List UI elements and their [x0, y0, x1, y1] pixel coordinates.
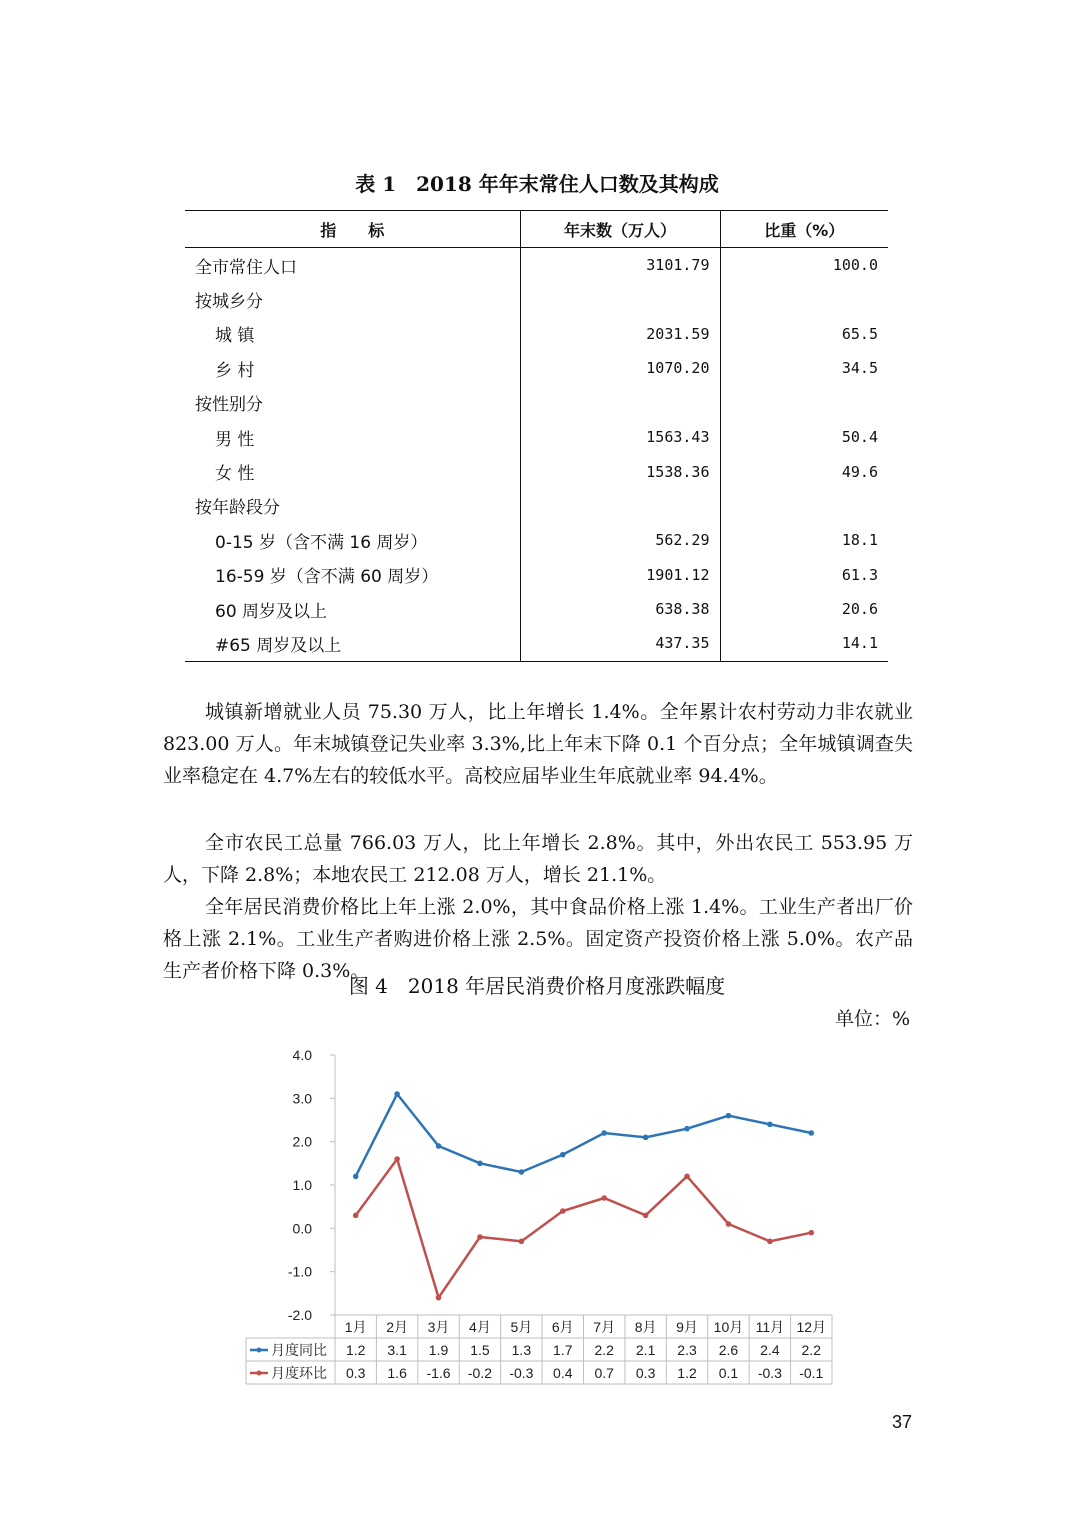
data-point — [601, 1130, 607, 1136]
row-label: #65 周岁及以上 — [185, 626, 520, 661]
table-row — [185, 248, 888, 283]
row-value: 3101.79 — [520, 248, 720, 283]
data-label: 2.4 — [760, 1342, 780, 1358]
data-label: 1.2 — [677, 1365, 697, 1381]
y-tick-label: -1.0 — [287, 1263, 312, 1280]
row-share: 50.4 — [720, 420, 888, 454]
table-row — [185, 282, 888, 316]
row-label: 男 性 — [215, 429, 255, 450]
x-tick-label: 3月 — [427, 1319, 450, 1335]
figure-unit: 单位：% — [834, 1008, 910, 1030]
data-point — [436, 1295, 442, 1301]
row-label: 按年龄段分 — [195, 498, 280, 519]
data-label: 1.9 — [428, 1342, 449, 1358]
data-label: 2.2 — [594, 1342, 614, 1358]
y-tick-label: -2.0 — [287, 1307, 312, 1323]
row-label: 城 镇 — [215, 326, 255, 347]
y-tick-label: 0.0 — [292, 1220, 312, 1237]
data-point — [767, 1239, 773, 1245]
data-point — [808, 1230, 814, 1236]
legend-marker — [257, 1348, 262, 1353]
data-point — [601, 1195, 607, 1201]
data-label: 0.4 — [553, 1365, 573, 1381]
table-row — [185, 523, 888, 557]
y-tick-label: 4.0 — [292, 1047, 312, 1063]
population-table — [185, 210, 888, 662]
data-label: 2.2 — [801, 1342, 822, 1358]
cpi-line-chart — [240, 1035, 840, 1390]
table-row — [185, 420, 888, 454]
data-label: -0.1 — [799, 1365, 824, 1381]
table-row — [185, 386, 888, 420]
row-value: 562.29 — [520, 523, 720, 557]
row-share: 100.0 — [720, 248, 888, 283]
figure-title: 图 4 2018 年居民消费价格月度涨跌幅度 — [348, 974, 726, 998]
data-point — [684, 1174, 690, 1180]
data-point — [394, 1156, 400, 1162]
row-share — [720, 386, 888, 420]
data-point — [519, 1169, 525, 1175]
row-value: 638.38 — [520, 592, 720, 626]
x-tick-label: 4月 — [469, 1319, 491, 1335]
y-tick-label: 1.0 — [292, 1177, 312, 1193]
x-tick-label: 12月 — [796, 1319, 827, 1335]
row-share — [720, 282, 888, 316]
data-label: 0.3 — [345, 1365, 366, 1381]
paragraph-migrant-workers: 全市农民工总量 766.03 万人，比上年增长 2.8%。其中，外出农民工 553.95 万人，下降 2.8%；本地农民工 212.08 万人，增长 21.1%。 — [163, 832, 913, 886]
legend-label: 月度环比 — [271, 1365, 327, 1381]
data-label: -0.2 — [467, 1365, 493, 1381]
table-row — [185, 558, 888, 592]
row-value: 1070.20 — [520, 351, 720, 385]
row-share: 14.1 — [720, 626, 888, 661]
data-point — [643, 1213, 649, 1219]
data-label: 1.7 — [553, 1342, 573, 1358]
data-point — [726, 1113, 732, 1119]
legend-marker — [257, 1371, 262, 1376]
page-number: 37 — [891, 1412, 912, 1432]
x-tick-label: 6月 — [551, 1319, 574, 1335]
data-label: -1.6 — [426, 1365, 451, 1381]
row-share: 61.3 — [720, 558, 888, 592]
data-label: 2.1 — [635, 1342, 656, 1358]
header-indicator: 指 标 — [185, 211, 520, 248]
series-line-mom — [356, 1159, 812, 1298]
data-point — [519, 1239, 525, 1245]
row-label: 乡 村 — [215, 360, 255, 381]
y-tick-label: 2.0 — [292, 1133, 312, 1150]
row-share: 49.6 — [720, 454, 888, 488]
data-label: 1.2 — [345, 1342, 366, 1358]
data-label: 1.5 — [470, 1342, 490, 1358]
data-point — [353, 1213, 359, 1219]
data-point — [560, 1152, 566, 1158]
row-label: 全市常住人口 — [195, 257, 297, 278]
table-row — [185, 626, 888, 661]
data-point — [684, 1126, 690, 1132]
legend-label: 月度同比 — [271, 1342, 327, 1358]
x-tick-label: 8月 — [634, 1319, 657, 1335]
data-point — [353, 1174, 359, 1180]
data-label: -0.3 — [757, 1365, 782, 1381]
paragraph-employment: 城镇新增就业人员 75.30 万人，比上年增长 1.4%。全年累计农村劳动力非农就业 823.00 万人。年末城镇登记失业率 3.3%,比上年末下降 0.1 个百分点；全年城镇调查失业率稳定在 4.7%左右的较低水平。高校应届毕业生年底就业率 94.4%。 — [163, 701, 913, 787]
row-label: 女 性 — [215, 464, 255, 485]
row-label: 按性别分 — [195, 395, 263, 416]
row-label: 0-15 岁（含不满 16 周岁） — [215, 532, 428, 553]
data-label: 2.6 — [718, 1342, 739, 1358]
table-row — [185, 489, 888, 523]
row-share: 18.1 — [720, 523, 888, 557]
row-share: 65.5 — [720, 317, 888, 351]
data-label: 3.1 — [387, 1342, 407, 1358]
x-tick-label: 1月 — [344, 1319, 367, 1335]
x-tick-label: 7月 — [593, 1319, 616, 1335]
row-value: 1538.36 — [520, 454, 720, 488]
x-tick-label: 9月 — [676, 1319, 698, 1335]
row-value — [520, 282, 720, 316]
row-value: 1563.43 — [520, 420, 720, 454]
x-tick-label: 10月 — [713, 1319, 744, 1335]
table-title: 表 1 2018 年年末常住人口数及其构成 — [355, 172, 719, 196]
table-row — [185, 592, 888, 626]
data-point — [436, 1143, 442, 1149]
data-label: 0.7 — [594, 1365, 614, 1381]
row-label: 按城乡分 — [195, 292, 263, 313]
row-value: 437.35 — [520, 626, 720, 661]
y-tick-label: 3.0 — [292, 1090, 312, 1107]
row-value — [520, 489, 720, 523]
data-label: 1.3 — [511, 1342, 532, 1358]
data-point — [726, 1221, 732, 1227]
data-label: 1.6 — [387, 1365, 407, 1381]
x-tick-label: 11月 — [755, 1319, 785, 1335]
data-label: 0.3 — [635, 1365, 656, 1381]
row-share — [720, 489, 888, 523]
data-label: 0.1 — [718, 1365, 739, 1381]
data-point — [767, 1122, 773, 1128]
paragraph-prices: 全年居民消费价格比上年上涨 2.0%，其中食品价格上涨 1.4%。工业生产者出厂价格上涨 2.1%。工业生产者购进价格上涨 2.5%。固定资产投资价格上涨 5.0%。农产品生产者价格下降 0.3%。 — [163, 896, 913, 982]
data-label: 2.3 — [677, 1342, 697, 1358]
table-row — [185, 454, 888, 488]
data-label: -0.3 — [509, 1365, 534, 1381]
header-share: 比重（%） — [720, 211, 888, 248]
data-point — [808, 1130, 814, 1136]
table-row — [185, 351, 888, 385]
header-year-end: 年末数（万人） — [520, 211, 720, 248]
series-line-yoy — [356, 1094, 812, 1176]
data-point — [560, 1208, 566, 1214]
row-label: 16-59 岁（含不满 60 周岁） — [215, 567, 439, 588]
row-label: 60 周岁及以上 — [215, 601, 328, 622]
row-value — [520, 386, 720, 420]
data-point — [477, 1234, 483, 1240]
row-share: 20.6 — [720, 592, 888, 626]
data-point — [643, 1135, 649, 1141]
row-share: 34.5 — [720, 351, 888, 385]
data-point — [394, 1091, 400, 1097]
row-value: 1901.12 — [520, 558, 720, 592]
table-row — [185, 317, 888, 351]
row-value: 2031.59 — [520, 317, 720, 351]
x-tick-label: 5月 — [510, 1319, 533, 1335]
data-point — [477, 1161, 483, 1167]
x-tick-label: 2月 — [386, 1319, 409, 1335]
